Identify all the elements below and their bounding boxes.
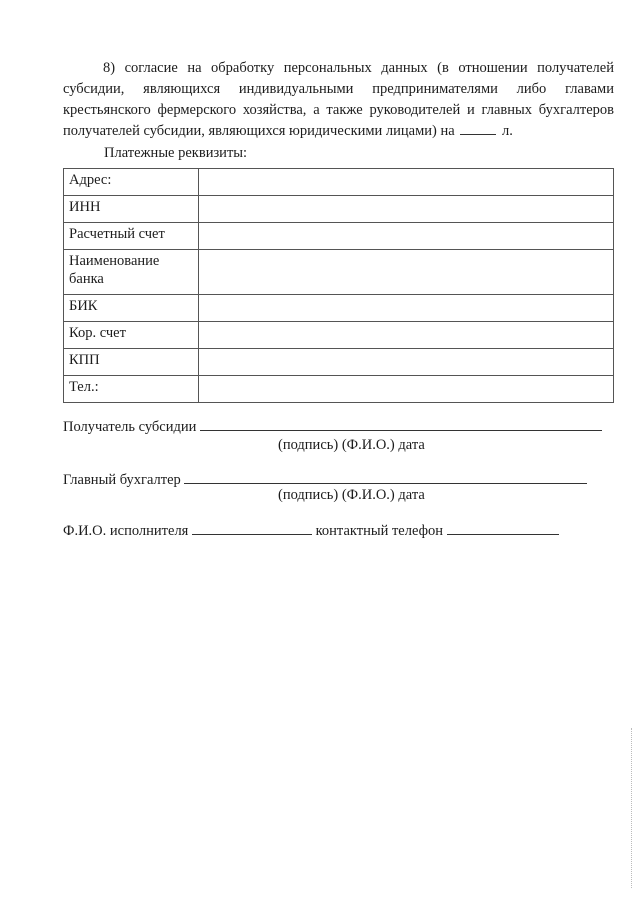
recipient-caption: (подпись) (Ф.И.О.) дата: [278, 437, 425, 453]
requisite-value-phone[interactable]: [199, 376, 614, 403]
table-row: [64, 169, 614, 196]
accountant-caption: (подпись) (Ф.И.О.) дата: [278, 487, 425, 503]
requisite-label-address: Адрес:: [64, 169, 199, 196]
consent-suffix: л.: [501, 123, 513, 139]
table-row: [64, 295, 614, 322]
table-row: [64, 196, 614, 223]
executor-name-field[interactable]: [192, 521, 312, 535]
consent-text: 8) согласие на обработку персональных данных (в отношении получателей субсидии, являющихся индивидуальными предпринимателями либо главами крестьянского фермерского хозяйства, а также руководителей и главных бухгалтеров получателей субсидии, являющихся юридическими лицами) на: [63, 60, 614, 139]
requisite-label-account: Расчетный счет: [64, 223, 199, 250]
requisite-value-inn[interactable]: [199, 196, 614, 223]
executor-line: [63, 521, 559, 540]
consent-pages-blank[interactable]: [460, 122, 496, 135]
table-row: [64, 349, 614, 376]
requisite-label-bik: БИК: [64, 295, 199, 322]
table-row: [64, 250, 614, 295]
table-row: [64, 223, 614, 250]
scan-margin-marks: [631, 728, 634, 888]
requisite-value-bik[interactable]: [199, 295, 614, 322]
requisite-value-address[interactable]: [199, 169, 614, 196]
recipient-signature-field[interactable]: [200, 417, 602, 431]
table-row: [64, 376, 614, 403]
requisite-label-kpp: КПП: [64, 349, 199, 376]
table-row: [64, 322, 614, 349]
requisites-table: [63, 168, 614, 403]
requisite-value-corr-account[interactable]: [199, 322, 614, 349]
requisite-label-inn: ИНН: [64, 196, 199, 223]
requisite-label-phone: Тел.:: [64, 376, 199, 403]
requisite-label-corr-account: Кор. счет: [64, 322, 199, 349]
requisites-title: Платежные реквизиты:: [104, 145, 248, 161]
recipient-signature-line: [63, 417, 602, 436]
requisite-value-bank[interactable]: [199, 250, 614, 295]
consent-paragraph: [63, 58, 614, 142]
executor-label: Ф.И.О. исполнителя: [63, 523, 189, 539]
requisite-value-kpp[interactable]: [199, 349, 614, 376]
accountant-label: Главный бухгалтер: [63, 472, 181, 488]
accountant-signature-field[interactable]: [184, 470, 587, 484]
recipient-label: Получатель субсидии: [63, 419, 197, 435]
requisite-value-account[interactable]: [199, 223, 614, 250]
phone-field[interactable]: [447, 521, 559, 535]
requisite-label-bank: Наименование банка: [64, 250, 199, 295]
phone-label: контактный телефон: [315, 523, 443, 539]
